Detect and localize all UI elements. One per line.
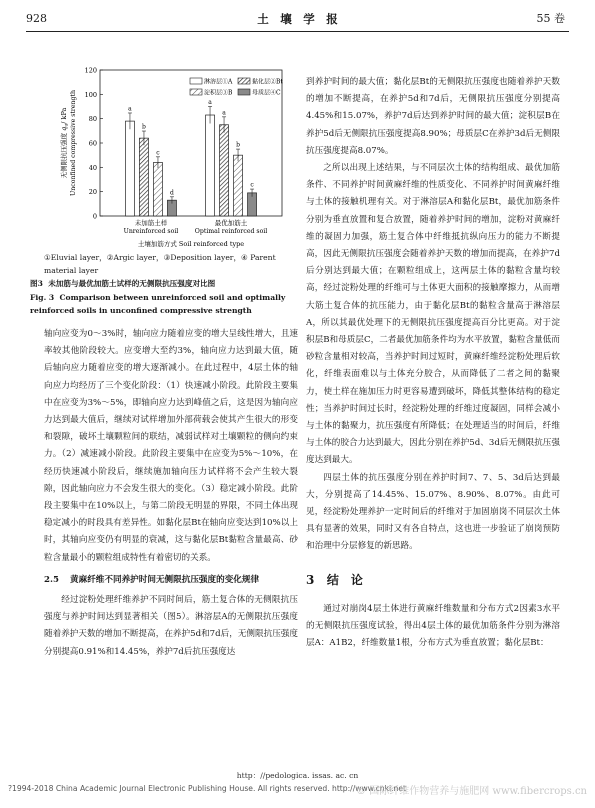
- bar: [220, 125, 229, 216]
- x-axis-label: 土壤加筋方式 Soil reinforced type: [137, 240, 245, 248]
- section-2-5-paragraph: 经过淀粉处理纤维养护不同时间后，筋土复合体的无侧限抗压强度与养护时间达到显著相关（图5）。淋溶层A的无侧限抗压强度随着养护天数的增加不断提高，在养护5d和7d后，无侧限抗压强度分别提高0.91%和14.45%，养护7d后抗压强度达: [44, 595, 298, 657]
- bar: [234, 155, 243, 216]
- volume-label: 55 卷: [536, 12, 565, 25]
- figure-caption-en-label: Fig. 3: [30, 293, 55, 302]
- figure-caption-cn-label: 图3: [30, 279, 43, 288]
- section-3-heading: [306, 572, 560, 589]
- y-axis-unit-symbol: q: [60, 126, 68, 131]
- significance-letter: a: [222, 109, 226, 117]
- bar: [125, 121, 134, 216]
- figure-caption-en-text: Comparison between unreinforced soil and optimally reinforced soils in unconfined compressive strength: [30, 293, 286, 315]
- journal-title: 土 壤 学 报: [257, 12, 338, 26]
- x-category-label-en: Unreinforced soil: [123, 228, 179, 235]
- significance-letter: c: [156, 149, 160, 157]
- y-axis-unit-subscript: u: [64, 123, 70, 127]
- figure-legend-note: ①Eluvial layer，②Argic layer，③Deposition layer，④ Parent material layer: [44, 253, 276, 275]
- right-column: [306, 74, 560, 653]
- footer-copyright: ?1994-2018 China Academic Journal Electronic Publishing House. All rights reserved. http://www.cnki.net: [8, 784, 407, 793]
- legend-label: 黏化层②Bt: [252, 78, 283, 86]
- page-number: 928: [26, 12, 47, 25]
- y-tick-label: 0: [92, 212, 97, 221]
- figure-caption-cn-text: 未加筋与最优加筋土试样的无侧限抗压强度对比图: [48, 279, 216, 288]
- legend-swatch: [238, 78, 250, 84]
- right-paragraph: 四层土体的抗压强度分别在养护时间7、7、5、3d后达到最大，分别提高了14.45%、15.07%、8.90%、8.07%。由此可见，经淀粉处理养护一定时间后的纤维对于加固崩岗不同层次土体具有显著的效果，同时又有各自特点，这也进一步验证了崩岗预防和治理中分层修复的新思路。: [306, 472, 560, 552]
- section-2-5-title: 黄麻纤维不同养护时间无侧限抗压强度的变化规律: [70, 574, 260, 585]
- bar: [153, 162, 162, 216]
- y-tick-label: 60: [88, 139, 97, 148]
- section-3-number: 3: [306, 572, 315, 587]
- legend-swatch: [190, 89, 202, 95]
- significance-letter: a: [208, 99, 212, 107]
- footer-url: http：//pedologica. issas. ac. cn: [236, 771, 359, 780]
- bar: [206, 115, 215, 216]
- y-axis-unit-rest: / kPa: [60, 107, 68, 124]
- y-tick-label: 100: [84, 90, 97, 99]
- bar-chart: [44, 56, 292, 248]
- y-tick-label: 120: [84, 66, 97, 75]
- significance-letter: a: [128, 105, 132, 113]
- significance-letter: b: [236, 141, 240, 149]
- legend-label: 淋溶层①A: [204, 78, 233, 86]
- left-column: [44, 326, 298, 661]
- y-tick-label: 80: [88, 115, 97, 124]
- legend-swatch: [238, 89, 250, 95]
- header-rule: [26, 31, 569, 32]
- y-axis-label-cn: 无侧限抗压强度 $q_u/$ kPa: [60, 107, 70, 179]
- significance-letter: c: [250, 181, 254, 189]
- legend-swatch: [190, 78, 202, 84]
- section-3-title: 结 论: [326, 572, 363, 587]
- section-2-5-heading: [44, 572, 298, 589]
- section-2-5-number: 2.5: [44, 574, 59, 585]
- right-paragraph: 之所以出现上述结果，与不同层次土体的结构组成、最优加筋条件、不同养护时间黄麻纤维的性质变化、不同养护时间黄麻纤维与土体的接触机理有关。对于淋溶层A和黏化层Bt，最优加筋条件分别为垂直放置和复合放置，随着养护时间的增加，淀粉对黄麻纤维的凝固力加强，筋土复合体中纤维抵抗纵向压力的能力不断提高，因此无侧限抗压强度会随着养护天数的增加而提高，在养护7d后分别达到最大值；在颗粒组成上，这两层土体的黏粒含量均较高，经过淀粉处理的纤维可与土体更大面积的接触摩擦力，从而增大筋土复合体的抗压能力，由于黏化层Bt的黏粒含量高于淋溶层A，所以其最优处理下的无侧限抗压强度提高百分比更高。对于淀积层B和母质层C，二者最优加筋条件均为水平放置，黏粒含量低而砂粒含量相对较高，当养护时间过短时，黄麻纤维经淀粉处理后软化，纤维表面难以与土体充分胶合，从而降低了二者之间的黏聚力，使土样在施加压力时更容易遭到破坏，降低其整体结构的稳定性；当养护时间过长时，经淀粉处理的纤维过度凝固，同样会减小与土体的黏聚力，抗压强度有所降低；在处理适当的时间后，纤维与土体的胶合力达到最大，因此分别在养护5d、3d后无侧限抗压强度达到最大。: [306, 163, 560, 466]
- x-category-label-cn: 未加筋土样: [134, 219, 168, 227]
- figure-caption-cn: [30, 278, 298, 291]
- significance-letter: d: [170, 189, 174, 197]
- legend-label: 母质层④C: [252, 89, 281, 97]
- bar: [139, 138, 148, 216]
- watermark: © 国际纤维作物营养与施肥网 www.fibercrops.cn: [356, 786, 587, 797]
- x-category-label-en: Optimal reinforced soil: [194, 228, 268, 235]
- y-tick-label: 20: [88, 188, 97, 197]
- figure-3: [44, 56, 292, 248]
- x-category-label-cn: 最优加筋土: [214, 219, 248, 227]
- section-3-paragraph: 通过对崩岗4层土体进行黄麻纤维数量和分布方式2因素3水平的无侧限抗压强度试验，得出4层土体的最优加筋条件分别为淋溶层A：A1B2，纤维数量1根，分布方式为垂直放置；黏化层Bt：: [306, 603, 560, 649]
- left-paragraph: 轴向应变为0～3%时，轴向应力随着应变的增大呈线性增大，且速率较其他阶段较大。应变增大至约3%，轴向应力达到最大值，随后轴向应力随着应变的增大逐渐减小。在此过程中，4层土体的轴向应力均经历了三个变化阶段：（1）快速减小阶段。此阶段主要集中在应变为3%～5%，即轴向应力达到峰值之后，这是因为轴向应力达到最大值后，继续对试样增加外部荷载会使其产生很大的形变和裂隙，破坏土壤颗粒间的联结，减弱试样对土壤颗粒的侧向约束力。（2）减速减小阶段。此阶段主要集中在应变为5%～10%，在经历快速减小阶段后，继续施加轴向压力试样将不会产生较大裂隙，因此轴向应力不会发生很大的变化。（3）稳定减小阶段。此阶段主要集中在10%以上，与第二阶段无明显的界限，不同土体出现稳定减小的时段具有差异性。如黏化层Bt在轴向应变达到10%以上时，其轴向应变仍有明显的衰减，这与黏化层Bt黏粒含量最高、砂粒含量最小的颗粒组成特性有着密切的关系。: [44, 329, 298, 563]
- right-paragraph: 到养护时间的最大值；黏化层Bt的无侧限抗压强度也随着养护天数的增加不断提高，在养护5d和7d后，无侧限抗压强度分别提高4.45%和15.07%，养护7d后达到养护时间的最大值；淀积层B在养护5d后无侧限抗压强度提高8.90%；母质层C在养护3d后无侧限抗压强度提高8.07%。: [306, 77, 560, 156]
- y-axis-label-en: Unconfined compressive strength: [70, 90, 77, 196]
- significance-letter: b: [142, 123, 146, 131]
- legend-label: 淀积层③B: [204, 89, 233, 97]
- figure-caption-en: [30, 292, 298, 317]
- y-tick-label: 40: [88, 163, 97, 172]
